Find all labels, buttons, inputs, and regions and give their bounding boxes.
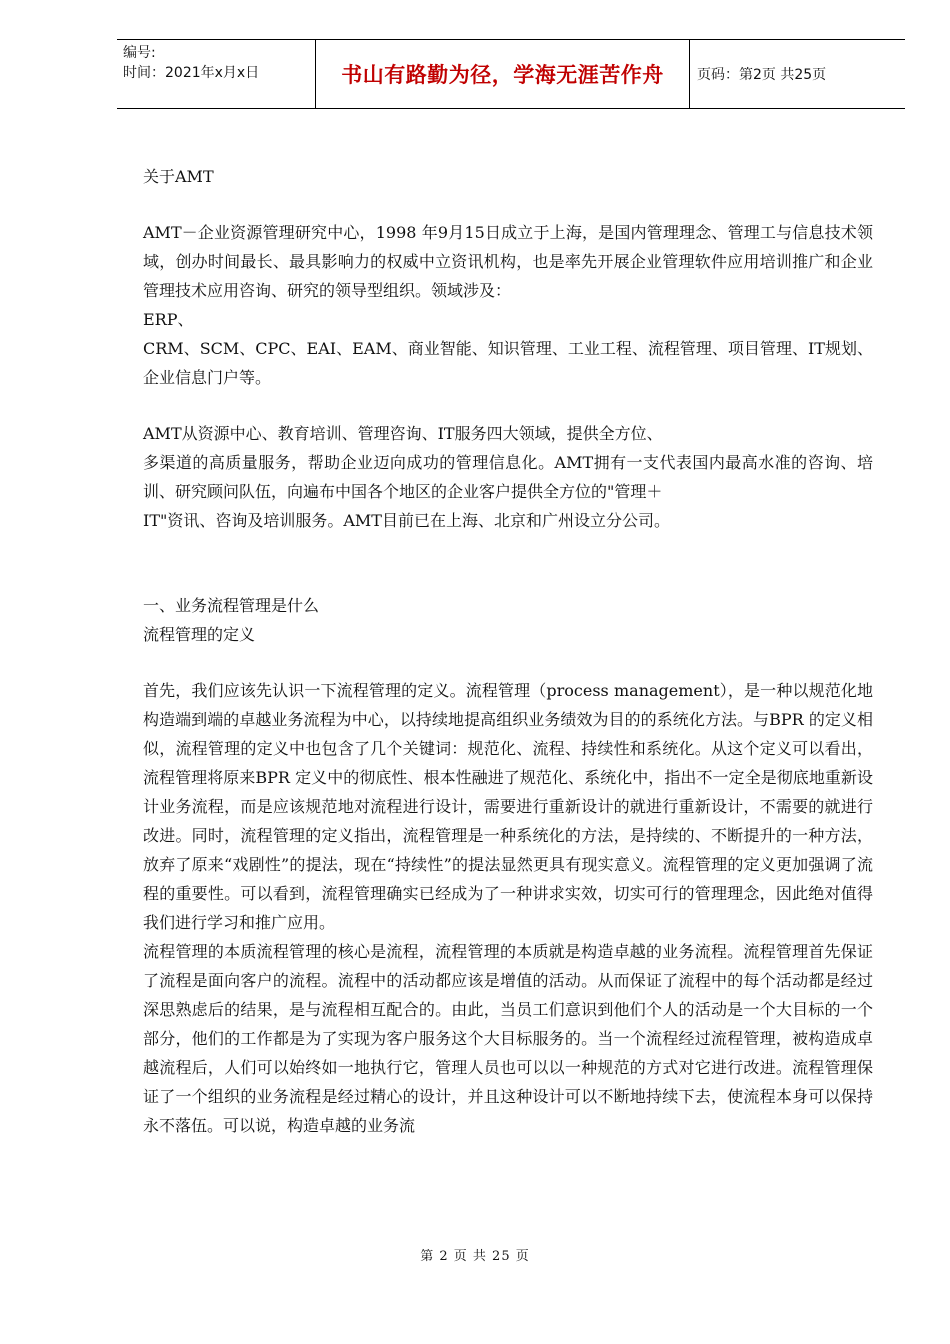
document-body [143, 162, 873, 1140]
page-footer: 第 2 页 共 25 页 [420, 1249, 530, 1264]
about-paragraph-2a: AMT从资源中心、教育培训、管理咨询、IT服务四大领域，提供全方位、 [143, 424, 663, 443]
section-title: 一、业务流程管理是什么 [143, 596, 320, 615]
body-paragraph-1: 首先，我们应该先认识一下流程管理的定义。流程管理（process management），是一种以规范化地构造端到端的卓越业务流程为中心，以持续地提高组织业务绩效为目的的系统化方法。与BPR 的定义相似，流程管理的定义中也包含了几个关键词：规范化、流程、持续性和系统化。从这个定义可以看出，流程管理将原来BPR 定义中的彻底性、根本性融进了规范化、系统化中，指出不一定全是彻底地重新设计业务流程，而是应该规范地对流程进行设计，需要进行重新设计的就进行重新设计，不需要的就进行改进。同时，流程管理的定义指出，流程管理是一种系统化的方法，是持续的、不断提升的一种方法，放弃了原来“戏剧性”的提法，现在“持续性”的提法显然更具有现实意义。流程管理的定义更加强调了流程的重要性。可以看到，流程管理确实已经成为了一种讲求实效，切实可行的管理理念，因此绝对值得我们进行学习和推广应用。 [143, 681, 873, 932]
subsection-title: 流程管理的定义 [143, 625, 256, 644]
about-title: 关于AMT [143, 167, 214, 186]
about-paragraph-2b: 多渠道的高质量服务，帮助企业迈向成功的管理信息化。AMT拥有一支代表国内最高水准的咨询、培训、研究顾问队伍，向遍布中国各个地区的企业客户提供全方位的"管理＋ [143, 453, 873, 501]
time-label: 时间：2021年x月x日 [123, 65, 260, 81]
header-page-label: 页码：第2页 共25页 [697, 67, 827, 83]
header-meta [123, 43, 259, 83]
page-header [117, 39, 905, 109]
header-motto: 书山有路勤为径，学海无涯苦作舟 [315, 40, 690, 108]
code-label: 编号: [123, 45, 156, 61]
body-paragraph-2: 流程管理的本质流程管理的核心是流程，流程管理的本质就是构造卓越的业务流程。流程管理首先保证了流程是面向客户的流程。流程中的活动都应该是增值的活动。从而保证了流程中的每个活动都是经过深思熟虑后的结果，是与流程相互配合的。由此，当员工们意识到他们个人的活动是一个大目标的一个部分，他们的工作都是为了实现为客户服务这个大目标服务的。当一个流程经过流程管理，被构造成卓越流程后，人们可以始终如一地执行它，管理人员也可以以一种规范的方式对它进行改进。流程管理保证了一个组织的业务流程是经过精心的设计，并且这种设计可以不断地持续下去，使流程本身可以保持永不落伍。可以说，构造卓越的业务流 [143, 942, 873, 1135]
about-paragraph-1: AMT－企业资源管理研究中心，1998 年9月15日成立于上海，是国内管理理念、管理工与信息技术领域，创办时间最长、最具影响力的权威中立资讯机构，也是率先开展企业管理软件应用培训推广和企业管理技术应用咨询、研究的领导型组织。领域涉及： [143, 223, 873, 300]
about-paragraph-2c: IT"资讯、咨询及培训服务。AMT目前已在上海、北京和广州设立分公司。 [143, 511, 670, 530]
about-paragraph-1-cont: CRM、SCM、CPC、EAI、EAM、商业智能、知识管理、工业工程、流程管理、项目管理、IT规划、企业信息门户等。 [143, 339, 873, 387]
about-paragraph-1-erp: ERP、 [143, 310, 194, 329]
